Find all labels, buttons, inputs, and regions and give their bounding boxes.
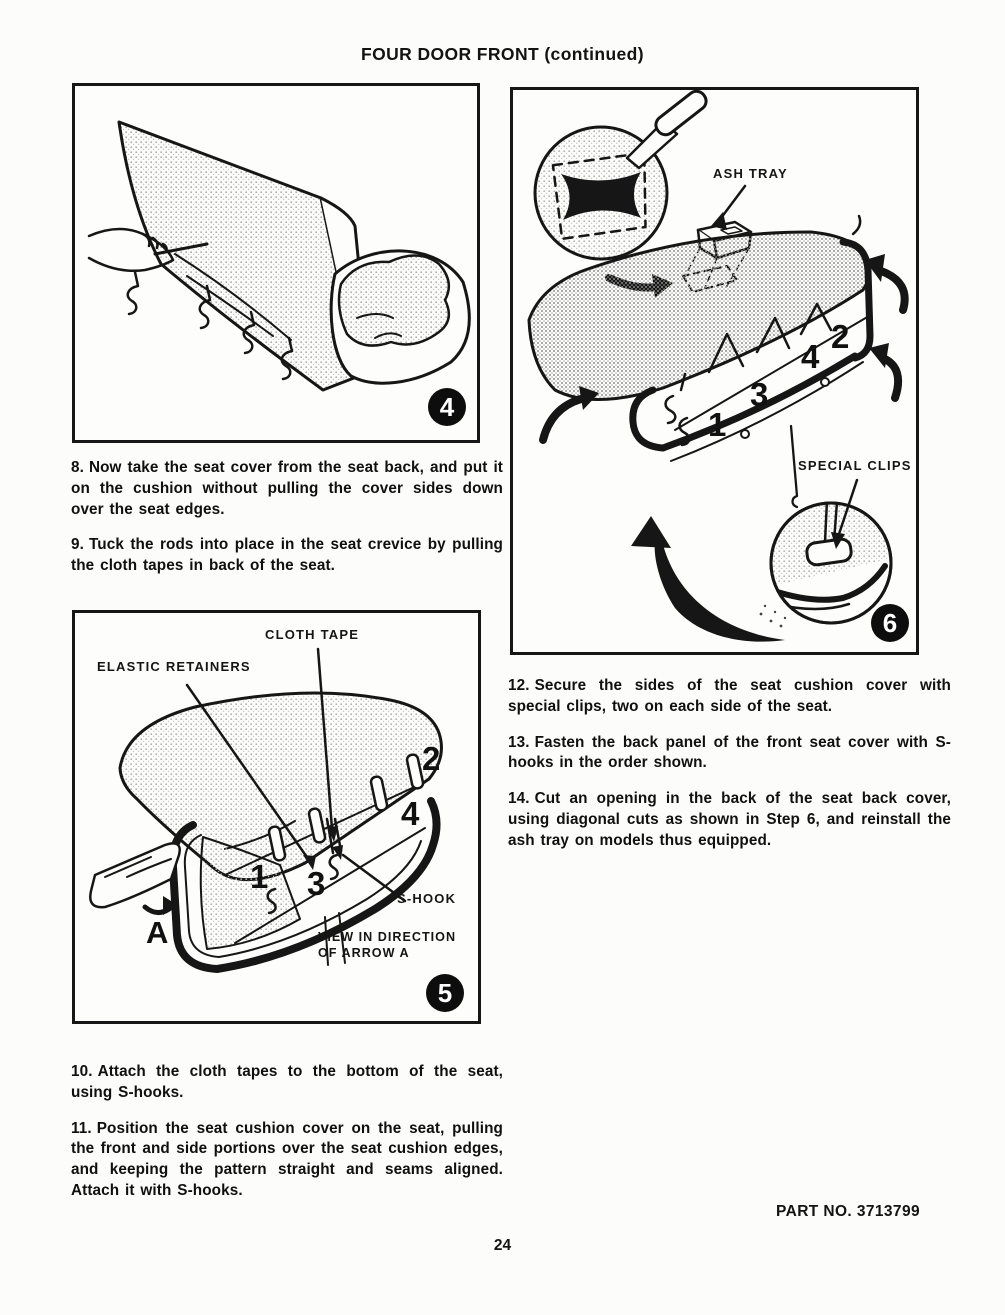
figure-6-illustration <box>513 90 910 646</box>
steps-12-14 <box>508 676 951 867</box>
step-text: Attach the cloth tapes to the bottom of the seat, using S-hooks. <box>71 1063 503 1101</box>
figure-6-number-badge: 6 <box>871 604 909 642</box>
knife-icon <box>627 90 710 168</box>
hook-order-number-1: 1 <box>708 406 727 443</box>
label-elastic-retainers: ELASTIC RETAINERS <box>97 659 251 674</box>
steps-10-11 <box>71 1062 503 1217</box>
label-view-direction-line2: OF ARROW A <box>318 946 410 960</box>
armrest <box>90 843 179 907</box>
step-text: Secure the sides of the seat cushion cover with special clips, two on each side of the seat. <box>508 677 951 715</box>
label-ash-tray: ASH TRAY <box>713 166 788 181</box>
step-14 <box>508 789 951 851</box>
hook-order-number-2: 2 <box>831 318 850 355</box>
step-11 <box>71 1119 503 1202</box>
step-number: 12. <box>508 677 530 694</box>
hook-order-number-2: 2 <box>422 740 441 777</box>
figure-4-illustration <box>75 86 471 434</box>
steps-8-9 <box>71 458 503 592</box>
page-number: 24 <box>493 1237 512 1254</box>
step-text: Cut an opening in the back of the seat back cover, using diagonal cuts as shown in Step 6, and reinstall the ash tray on models thus equipped. <box>508 790 951 849</box>
label-view-direction-line1: VIEW IN DIRECTION <box>318 930 457 944</box>
hook-order-number-4: 4 <box>401 795 420 832</box>
step-10 <box>71 1062 503 1104</box>
step-number: 14. <box>508 790 530 808</box>
step-8 <box>71 458 503 520</box>
hook-order-number-1: 1 <box>250 858 269 895</box>
seat-cushion <box>331 251 469 383</box>
step-12 <box>508 676 951 718</box>
step-text: Now take the seat cover from the seat back, and put it on the cushion without pulling the cover sides down over the seat edges. <box>71 459 503 518</box>
arrow-letter-a: A <box>146 915 169 950</box>
page-title: FOUR DOOR FRONT (continued) <box>361 44 644 64</box>
label-cloth-tape: CLOTH TAPE <box>265 627 360 642</box>
step-text: Fasten the back panel of the front seat cover with S-hooks in the order shown. <box>508 733 951 772</box>
hook-order-number-4: 4 <box>801 338 820 375</box>
step-9 <box>71 535 503 577</box>
figure-6-box <box>510 87 919 655</box>
part-number: PART NO. 3713799 <box>776 1203 920 1220</box>
clip-inset <box>763 490 905 623</box>
figure-4-box <box>72 83 480 443</box>
step-number: 10. <box>71 1063 93 1080</box>
figure-5-number-badge: 5 <box>426 974 464 1012</box>
seat-back-cover <box>119 122 369 390</box>
label-s-hook: S-HOOK <box>397 891 457 906</box>
hook-order-number-3: 3 <box>750 376 769 413</box>
hook-order-number-3: 3 <box>307 865 326 902</box>
step-number: 9. <box>71 536 84 554</box>
figure-5-box <box>72 610 481 1024</box>
step-number: 11. <box>71 1119 92 1137</box>
step-number: 13. <box>508 733 530 751</box>
step-number: 8. <box>71 459 84 476</box>
step-13 <box>508 733 951 775</box>
step-text: Position the seat cushion cover on the seat, pulling the front and side portions over the seat cushion edges, and keeping the pattern straight and seams aligned. Attach it with S-hooks. <box>71 1119 503 1199</box>
step-text: Tuck the rods into place in the seat crevice by pulling the cloth tapes in back of the seat. <box>71 536 503 575</box>
figure-4-number-badge: 4 <box>428 388 466 426</box>
label-special-clips: SPECIAL CLIPS <box>798 458 912 473</box>
